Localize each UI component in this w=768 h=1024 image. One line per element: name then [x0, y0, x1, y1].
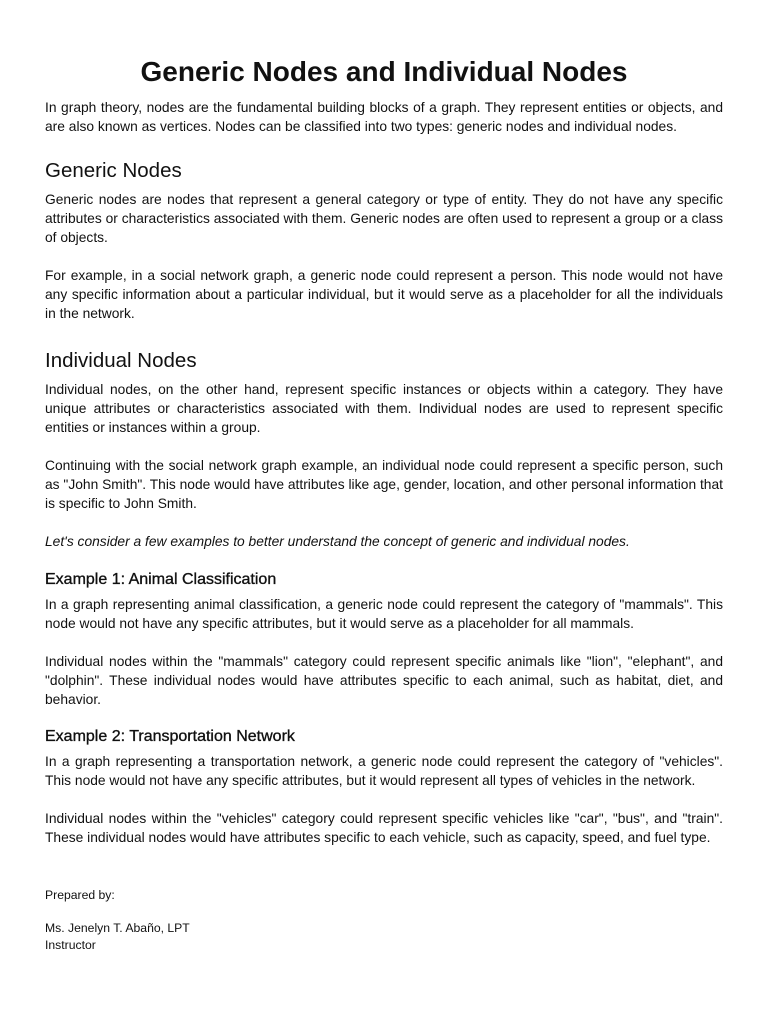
example-2-heading: Example 2: Transportation Network	[45, 728, 295, 745]
generic-nodes-heading: Generic Nodes	[45, 159, 182, 182]
example-1-heading: Example 1: Animal Classification	[45, 571, 277, 588]
example-1-paragraph-1: In a graph representing animal classification, a generic node could represent the category of "mammals". This node would not have any specific attributes, but it would serve as a placeholder for all mammals.	[45, 597, 723, 631]
preparer-role: Instructor	[45, 938, 96, 952]
page-title: Generic Nodes and Individual Nodes	[140, 56, 628, 87]
individual-nodes-paragraph-1: Individual nodes, on the other hand, represent specific instances or objects within a category. They have unique attributes or characteristics associated with them. Individual nodes are used to represent specific entities or instances within a group.	[45, 382, 723, 435]
examples-intro: Let's consider a few examples to better understand the concept of generic and individual nodes.	[45, 534, 630, 549]
example-2-paragraph-1: In a graph representing a transportation network, a generic node could represent the category of "vehicles". This node would not have any specific attributes, but it would represent all types of vehicles in the network.	[45, 754, 723, 788]
example-1-paragraph-2: Individual nodes within the "mammals" category could represent specific animals like "lion", "elephant", and "dolphin". These individual nodes would have attributes specific to each animal, such as habitat, diet, and behavior.	[45, 654, 723, 707]
example-2-paragraph-2: Individual nodes within the "vehicles" category could represent specific vehicles like "car", "bus", and "train". These individual nodes would have attributes specific to each vehicle, such as capacity, speed, and fuel type.	[45, 811, 723, 845]
prepared-by-label: Prepared by:	[45, 888, 115, 902]
individual-nodes-paragraph-2: Continuing with the social network graph example, an individual node could represent a specific person, such as "John Smith". This node would have attributes like age, gender, location, and other personal information that is specific to John Smith.	[45, 458, 723, 511]
intro-paragraph: In graph theory, nodes are the fundamental building blocks of a graph. They represent entities or objects, and are also known as vertices. Nodes can be classified into two types: generic nodes and individual nodes.	[45, 100, 723, 134]
generic-nodes-paragraph-1: Generic nodes are nodes that represent a general category or type of entity. They do not have any specific attributes or characteristics associated with them. Generic nodes are often used to represent a group or a class of objects.	[45, 192, 723, 245]
generic-nodes-paragraph-2: For example, in a social network graph, a generic node could represent a person. This node would not have any specific information about a particular individual, but it would serve as a placeholder for all the individuals in the network.	[45, 268, 723, 321]
footer	[45, 887, 723, 954]
preparer-name: Ms. Jenelyn T. Abaño, LPT	[45, 921, 190, 935]
individual-nodes-heading: Individual Nodes	[45, 349, 197, 372]
